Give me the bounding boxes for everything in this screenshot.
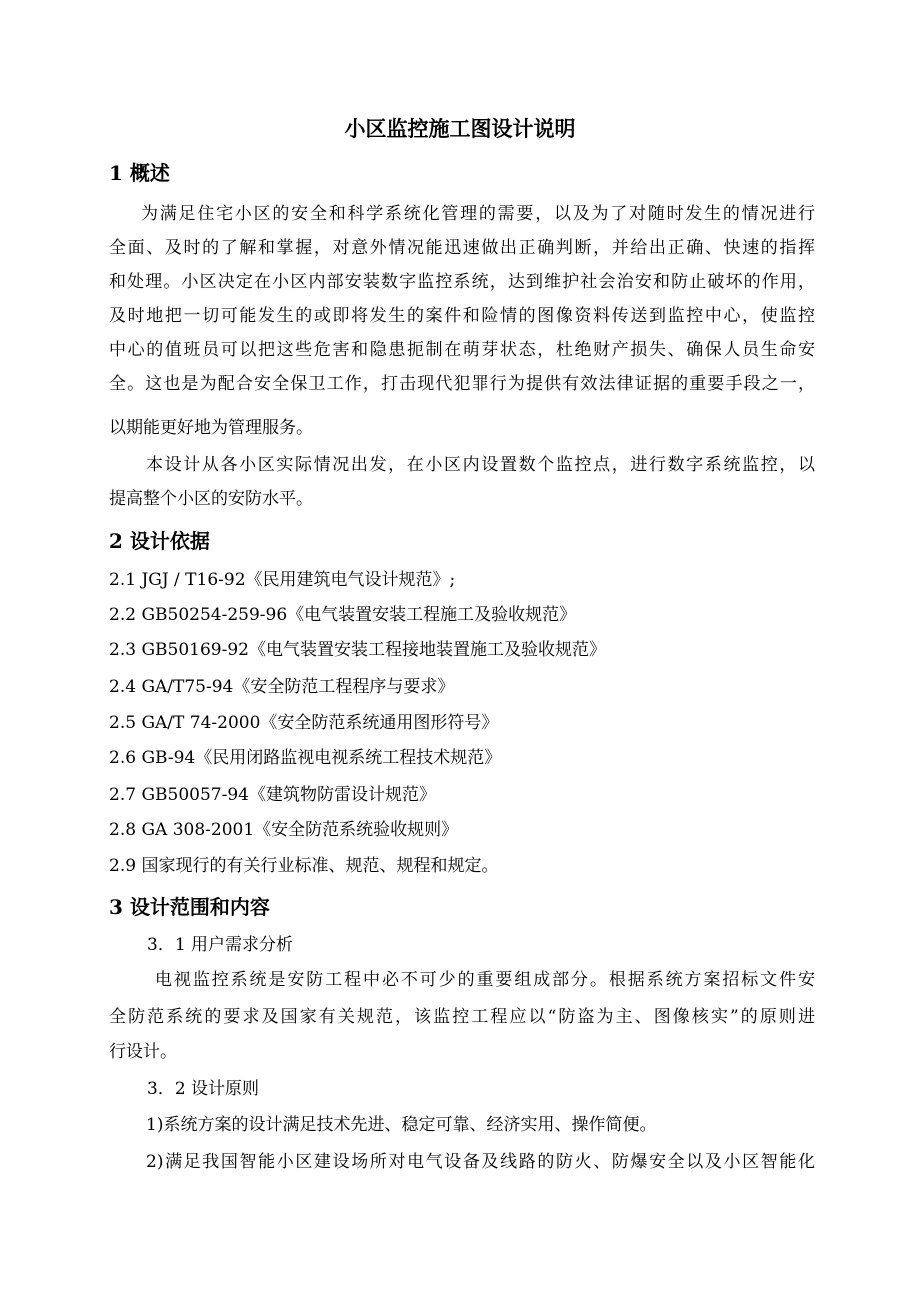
- section-3-heading: 3 设计范围和内容: [109, 895, 270, 919]
- paragraph-line: 和处理。小区决定在小区内部安装数字监控系统，达到维护社会治安和防止破坏的作用，: [109, 272, 815, 292]
- paragraph-line: 为满足住宅小区的安全和科学系统化管理的需要，以及为了对随时发生的情况进行: [141, 204, 815, 224]
- reference-item: 2.2 GB50254-259-96《电气装置安装工程施工及验收规范》: [109, 605, 577, 625]
- section-1-heading: 1 概述: [109, 161, 170, 185]
- subsection-3-2-heading: 3．2 设计原则: [147, 1079, 260, 1099]
- section-2-heading: 2 设计依据: [109, 529, 210, 553]
- reference-item: 2.1 JGJ / T16-92《民用建筑电气设计规范》;: [109, 570, 456, 590]
- subsection-3-1-heading: 3．1 用户需求分析: [147, 935, 294, 955]
- reference-item: 2.8 GA 308-2001《安全防范系统验收规则》: [109, 820, 459, 840]
- paragraph-line: 全防范系统的要求及国家有关规范，该监控工程应以“防盗为主、图像核实”的原则进: [109, 1007, 815, 1027]
- paragraph-line: 本设计从各小区实际情况出发，在小区内设置数个监控点，进行数字系统监控，以: [146, 455, 815, 475]
- paragraph-line: 及时地把一切可能发生的或即将发生的案件和险情的图像资料传送到监控中心，使监控: [109, 306, 815, 326]
- reference-item: 2.4 GA/T75-94《安全防范工程程序与要求》: [109, 677, 455, 697]
- reference-item: 2.7 GB50057-94《建筑物防雷设计规范》: [109, 785, 436, 805]
- document-title: 小区监控施工图设计说明: [344, 116, 576, 141]
- paragraph-line: 全。这也是为配合安全保卫工作，打击现代犯罪行为提供有效法律证据的重要手段之一，: [109, 374, 815, 394]
- paragraph-line: 全面、及时的了解和掌握，对意外情况能迅速做出正确判断，并给出正确、快速的指挥: [109, 238, 815, 258]
- reference-item: 2.3 GB50169-92《电气装置安装工程接地装置施工及验收规范》: [109, 640, 606, 660]
- paragraph-line: 中心的值班员可以把这些危害和隐患扼制在萌芽状态，杜绝财产损失、确保人员生命安: [109, 340, 815, 360]
- principle-item: 2)满足我国智能小区建设场所对电气设备及线路的防火、防爆安全以及小区智能化: [146, 1152, 815, 1172]
- principle-item: 1)系统方案的设计满足技术先进、稳定可靠、经济实用、操作简便。: [146, 1115, 657, 1135]
- reference-item: 2.5 GA/T 74-2000《安全防范系统通用图形符号》: [109, 713, 499, 733]
- paragraph-line: 提高整个小区的安防水平。: [109, 489, 313, 509]
- paragraph-line: 以期能更好地为管理服务。: [109, 418, 313, 438]
- reference-item: 2.9 国家现行的有关行业标准、规范、规程和规定。: [109, 856, 499, 876]
- paragraph-line: 行设计。: [109, 1042, 177, 1062]
- reference-item: 2.6 GB-94《民用闭路监视电视系统工程技术规范》: [109, 748, 502, 768]
- paragraph-line: 电视监控系统是安防工程中必不可少的重要组成部分。根据系统方案招标文件安: [155, 970, 815, 990]
